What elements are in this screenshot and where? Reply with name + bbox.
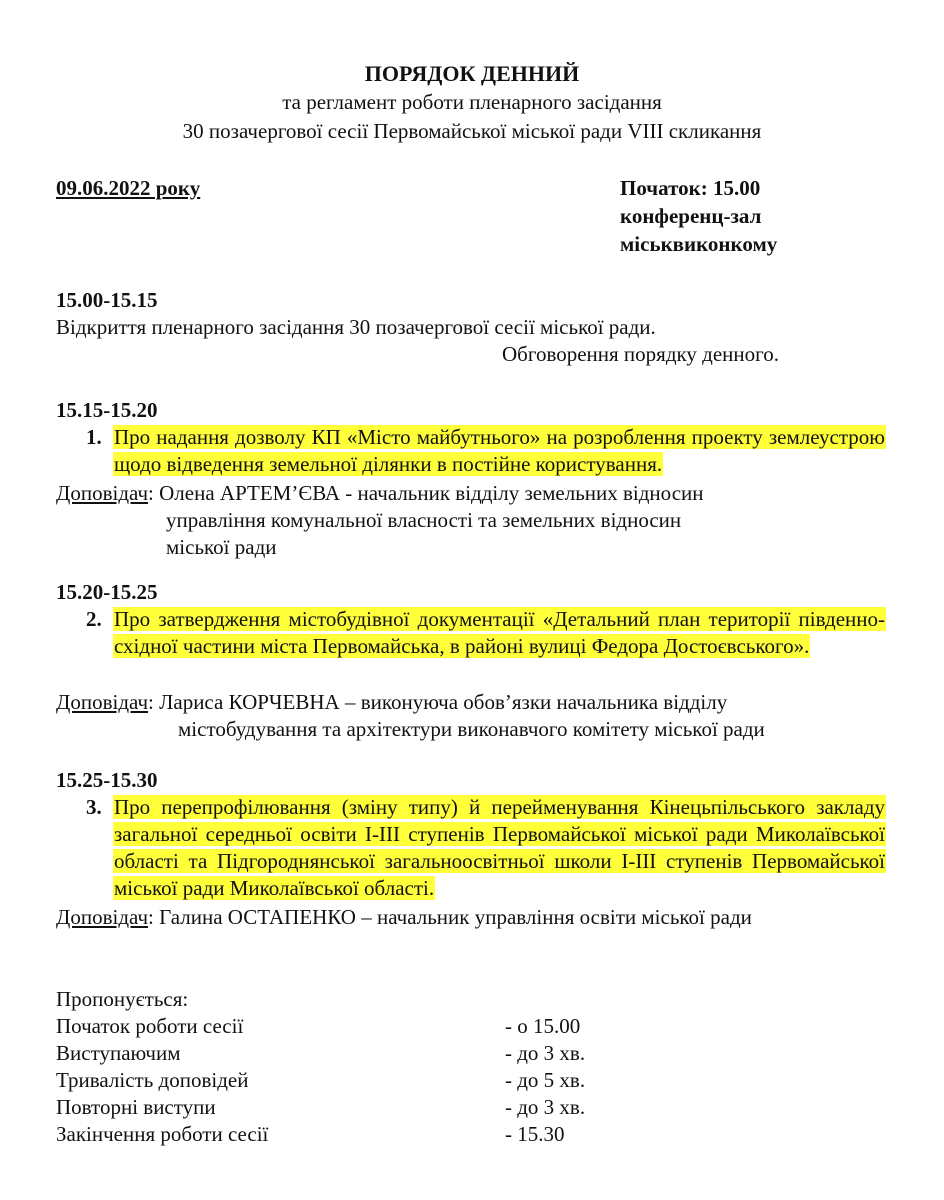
item-2-speaker-line-2: містобудування та архітектури виконавчого комітету міської ради	[178, 717, 765, 741]
proposal-row-value: - до 3 хв.	[505, 1041, 586, 1065]
proposal-row-label: Повторні виступи	[56, 1095, 216, 1119]
opening-time: 15.00-15.15	[56, 288, 158, 312]
session-place-line-2: міськвиконкому	[620, 232, 778, 256]
speaker-label: Доповідач	[56, 481, 149, 505]
document-subtitle-2: 30 позачергової сесії Первомайської міської ради VIII скликання	[182, 119, 762, 143]
proposal-row-value: - до 5 хв.	[505, 1068, 586, 1092]
item-1-text: Про надання дозволу КП «Місто майбутнього» на розроблення проекту землеустрою щодо відведення земельної ділянки в постійне користування.	[114, 425, 885, 476]
proposal-row-value: - до 3 хв.	[505, 1095, 586, 1119]
proposal-row-label: Тривалість доповідей	[56, 1068, 249, 1092]
proposal-row-value: - о 15.00	[505, 1014, 581, 1038]
item-3-number: 3.	[86, 795, 102, 819]
item-2-text: Про затвердження містобудівної документації «Детальний план території південно-східної частини міста Первомайська, в районі вулиці Федора Достоєвського».	[114, 607, 885, 658]
opening-text-line-1: Відкриття пленарного засідання 30 позачергової сесії міської ради.	[56, 315, 656, 339]
proposal-row-value: - 15.30	[505, 1122, 565, 1146]
session-date: 09.06.2022 року	[56, 176, 201, 200]
item-3-text: Про перепрофілювання (зміну типу) й перейменування Кінецьпільського закладу загальної середньої освіти І-ІІІ ступенів Первомайської міської ради Миколаївської області та Підгороднянської загальноосвітньої школи І-ІІІ ступенів Первомайської міської ради Миколаївської області.	[114, 795, 885, 900]
item-1-speaker-line-1	[56, 480, 704, 507]
document-subtitle-1: та регламент роботи пленарного засідання	[282, 90, 662, 114]
item-2-time: 15.20-15.25	[56, 580, 158, 604]
speaker-name: : Галина ОСТАПЕНКО – начальник управління освіти міської ради	[148, 905, 752, 929]
opening-text-line-2: Обговорення порядку денного.	[502, 342, 779, 366]
proposal-row-label: Початок роботи сесії	[56, 1014, 244, 1038]
document-title: ПОРЯДОК ДЕННИЙ	[364, 61, 580, 86]
item-3-time: 15.25-15.30	[56, 768, 158, 792]
item-1-speaker-line-3: міської ради	[166, 535, 277, 559]
proposal-row-label: Виступаючим	[56, 1041, 181, 1065]
speaker-name: : Лариса КОРЧЕВНА – виконуюча обов’язки начальника відділу	[148, 690, 728, 714]
session-start: Початок: 15.00	[620, 176, 761, 200]
item-2-number: 2.	[86, 607, 102, 631]
proposal-row-label: Закінчення роботи сесії	[56, 1122, 269, 1146]
speaker-name: : Олена АРТЕМ’ЄВА - начальник відділу земельних відносин	[148, 481, 704, 505]
item-1-time: 15.15-15.20	[56, 398, 158, 422]
session-place-line-1: конференц-зал	[620, 204, 762, 228]
speaker-label: Доповідач	[56, 690, 149, 714]
speaker-label: Доповідач	[56, 905, 149, 929]
item-2-speaker-line-1	[56, 689, 727, 716]
item-1-speaker-line-2: управління комунальної власності та земельних відносин	[166, 508, 682, 532]
item-1-number: 1.	[86, 425, 102, 449]
item-3-speaker-line-1	[56, 904, 752, 931]
proposal-heading: Пропонується:	[56, 987, 189, 1011]
